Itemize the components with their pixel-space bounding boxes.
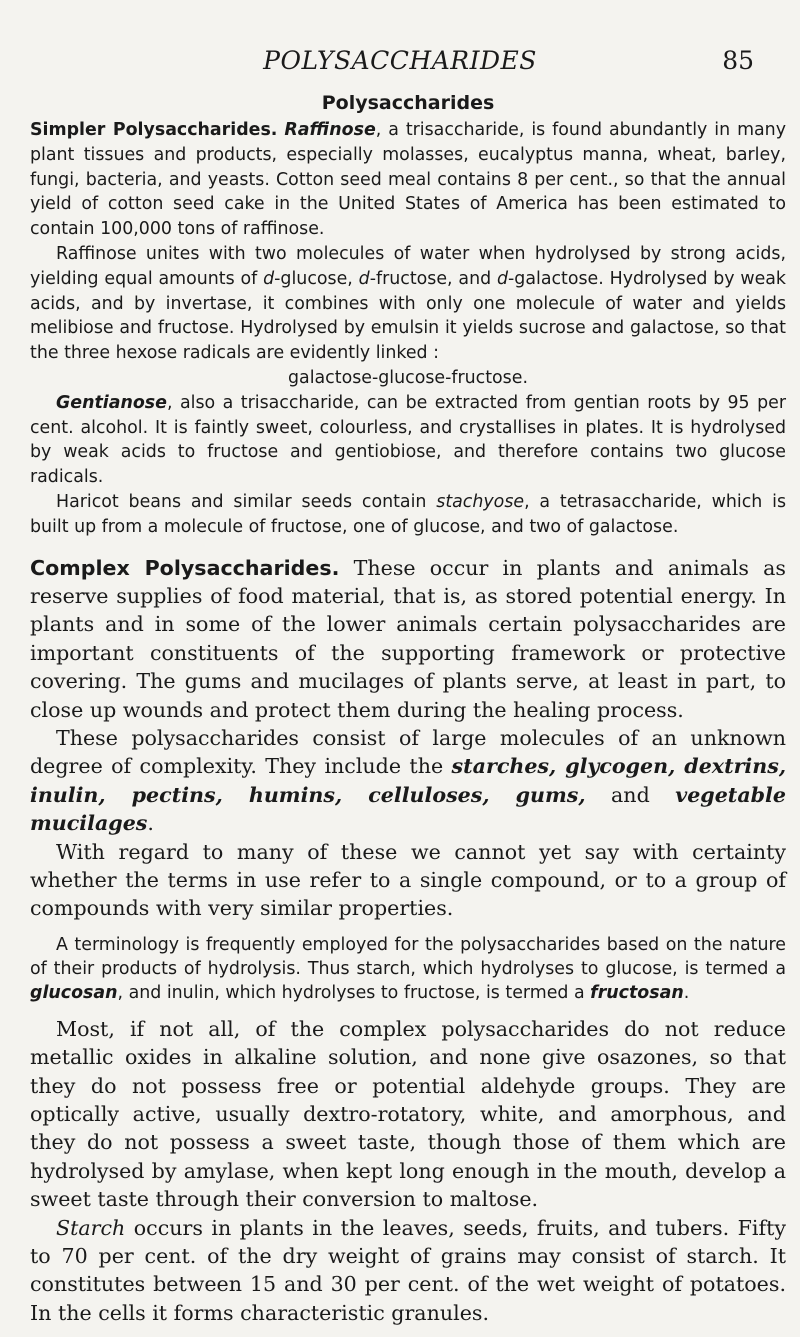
running-head: POLYSACCHARIDES bbox=[263, 46, 537, 75]
terminology-note bbox=[30, 933, 786, 1005]
page-content bbox=[30, 92, 786, 1327]
complex-polysaccharides-section bbox=[30, 554, 786, 923]
paragraph: Most, if not all, of the complex polysaccharides do not reduce metallic oxides in alkaline solution, and none give osazones, so that they do not possess free or potential aldehyde groups. They are optically active, usually dextro-rotatory, white, and amorphous, and they do not possess a sweet taste, though those of them which are hydrolysed by amylase, when kept long enough in the mouth, develop a sweet taste through their conversion to maltose. bbox=[30, 1016, 786, 1212]
subsection-heading: Complex Polysaccharides. bbox=[30, 555, 340, 580]
term: Gentianose bbox=[56, 392, 167, 413]
term: glucosan bbox=[30, 982, 118, 1003]
page-header bbox=[0, 46, 800, 80]
paragraph: With regard to many of these we cannot yet say with certainty whether the terms in use refer to a single compound, or to a group of compounds with very similar properties. bbox=[30, 839, 786, 921]
paragraph: These polysaccharides consist of large molecules of an unknown degree of complexity. They include the starches, glycogen, dextrins, inulin, pectins, humins, celluloses, gums, and vegetable mucilages. bbox=[30, 725, 786, 836]
term: vegetable mucilages bbox=[30, 782, 786, 836]
simpler-polysaccharides-section bbox=[30, 118, 786, 540]
paragraph: Starch occurs in plants in the leaves, seeds, fruits, and tubers. Fifty to 70 per cent. of the dry weight of grains may consist of starch. It constitutes between 15 and 30 per cent. of the wet weight of potatoes. In the cells it forms characteristic granules. bbox=[30, 1215, 786, 1325]
term: fructosan bbox=[590, 982, 684, 1003]
formula: galactose-glucose-fructose. bbox=[288, 367, 528, 388]
section-title: Polysaccharides bbox=[321, 92, 495, 114]
paragraph: Haricot beans and similar seeds contain stachyose, a tetrasaccharide, which is built up from a molecule of fructose, one of glucose, and two of galactose. bbox=[30, 491, 787, 537]
term-list: starches, glycogen, dextrins, inulin, pectins, humins, celluloses, gums, bbox=[30, 754, 786, 807]
paragraph: Raffinose unites with two molecules of water when hydrolysed by strong acids, yielding equal amounts of d-glucose, d-fructose, and d-galactose. Hydrolysed by weak acids, and by invertase, it combines with only one molecule of water and yields melibiose and fructose. Hydrolysed by emulsin it yields sucrose and galactose, so that the three hexose radicals are evidently linked : bbox=[30, 243, 787, 364]
properties-section bbox=[30, 1015, 786, 1327]
term: stachyose bbox=[436, 491, 525, 512]
paragraph: A terminology is frequently employed for the polysaccharides based on the nature of their products of hydrolysis. Thus starch, which hydrolyses to glucose, is termed a glucosan, and inulin, which hydrolyses to fructose, is termed a fructosan. bbox=[30, 934, 786, 1003]
paragraph: Simpler Polysaccharides. Raffinose, a trisaccharide, is found abundantly in many plant tissues and products, especially molasses, eucalyptus manna, wheat, barley, fungi, bacteria, and yeasts. Cotton seed meal contains 8 per cent., so that the annual yield of cotton seed cake in the United States of America has been estimated to contain 100,000 tons of raffinose. bbox=[30, 120, 786, 240]
subsection-heading: Simpler Polysaccharides. bbox=[30, 120, 278, 140]
page-number: 85 bbox=[722, 46, 754, 75]
paragraph: Gentianose, also a trisaccharide, can be extracted from gentian roots by 95 per cent. alcohol. It is faintly sweet, colourless, and crystallises in plates. It is hydrolysed by weak acids to fructose and gentiobiose, and therefore contains two glucose radicals. bbox=[30, 392, 786, 488]
paragraph: Complex Polysaccharides. These occur in plants and animals as reserve supplies of food material, that is, as stored potential energy. In plants and in some of the lower animals certain polysaccharides are important constituents of the supporting framework or protective covering. The gums and mucilages of plants serve, at least in part, to close up wounds and protect them during the healing process. bbox=[30, 555, 786, 722]
term: Raffinose bbox=[284, 120, 376, 140]
term: Starch bbox=[56, 1215, 126, 1240]
